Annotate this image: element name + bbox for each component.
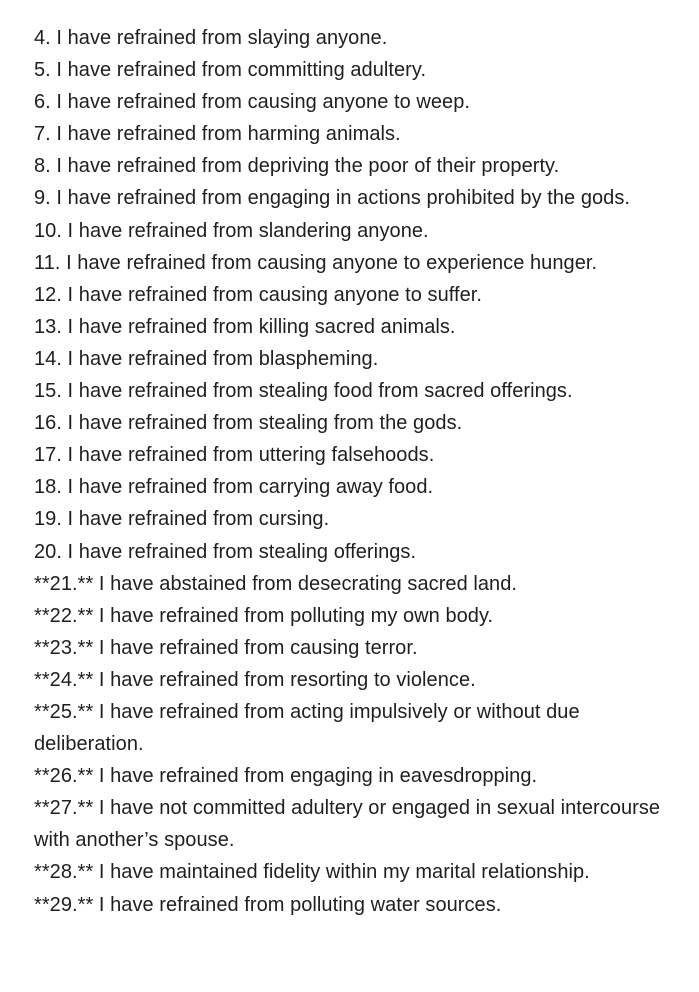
text-line-15: 15. I have refrained from stealing food from sacred offerings. <box>34 380 573 403</box>
text-line-10: 10. I have refrained from slandering anyone. <box>34 219 429 242</box>
text-line-8: 8. I have refrained from depriving the poor of their property. <box>34 155 560 178</box>
document-body <box>34 22 674 921</box>
text-line-17: 17. I have refrained from uttering falsehoods. <box>34 444 435 467</box>
text-line-23: **23.** I have refrained from causing terror. <box>34 636 418 659</box>
text-line-5: 5. I have refrained from committing adultery. <box>34 59 427 82</box>
text-line-18: 18. I have refrained from carrying away food. <box>34 476 434 499</box>
text-line-26: **26.** I have refrained from engaging in eavesdropping. <box>34 765 538 788</box>
text-line-11: 11. I have refrained from causing anyone to experience hunger. <box>34 251 598 274</box>
text-line-12: 12. I have refrained from causing anyone to suffer. <box>34 283 483 306</box>
text-line-25: **25.** I have refrained from acting impulsively or without due deliberation. <box>34 700 586 756</box>
text-line-19: 19. I have refrained from cursing. <box>34 508 330 531</box>
text-line-24: **24.** I have refrained from resorting to violence. <box>34 668 476 691</box>
text-line-7: 7. I have refrained from harming animals. <box>34 123 401 146</box>
text-line-14: 14. I have refrained from blaspheming. <box>34 347 379 370</box>
text-line-13: 13. I have refrained from killing sacred animals. <box>34 315 456 338</box>
text-line-16: 16. I have refrained from stealing from the gods. <box>34 412 463 435</box>
text-line-20: 20. I have refrained from stealing offerings. <box>34 540 417 563</box>
text-line-29: **29.** I have refrained from polluting water sources. <box>34 893 502 916</box>
text-line-4: 4. I have refrained from slaying anyone. <box>34 27 388 49</box>
text-line-21: **21.** I have abstained from desecrating sacred land. <box>34 572 517 595</box>
text-line-28: **28.** I have maintained fidelity within my marital relationship. <box>34 861 590 884</box>
text-line-6: 6. I have refrained from causing anyone to weep. <box>34 91 470 114</box>
text-line-9: 9. I have refrained from engaging in actions prohibited by the gods. <box>34 187 630 210</box>
text-line-22: **22.** I have refrained from polluting my own body. <box>34 604 494 627</box>
text-line-27: **27.** I have not committed adultery or engaged in sexual intercourse with another’s spouse. <box>34 797 666 852</box>
